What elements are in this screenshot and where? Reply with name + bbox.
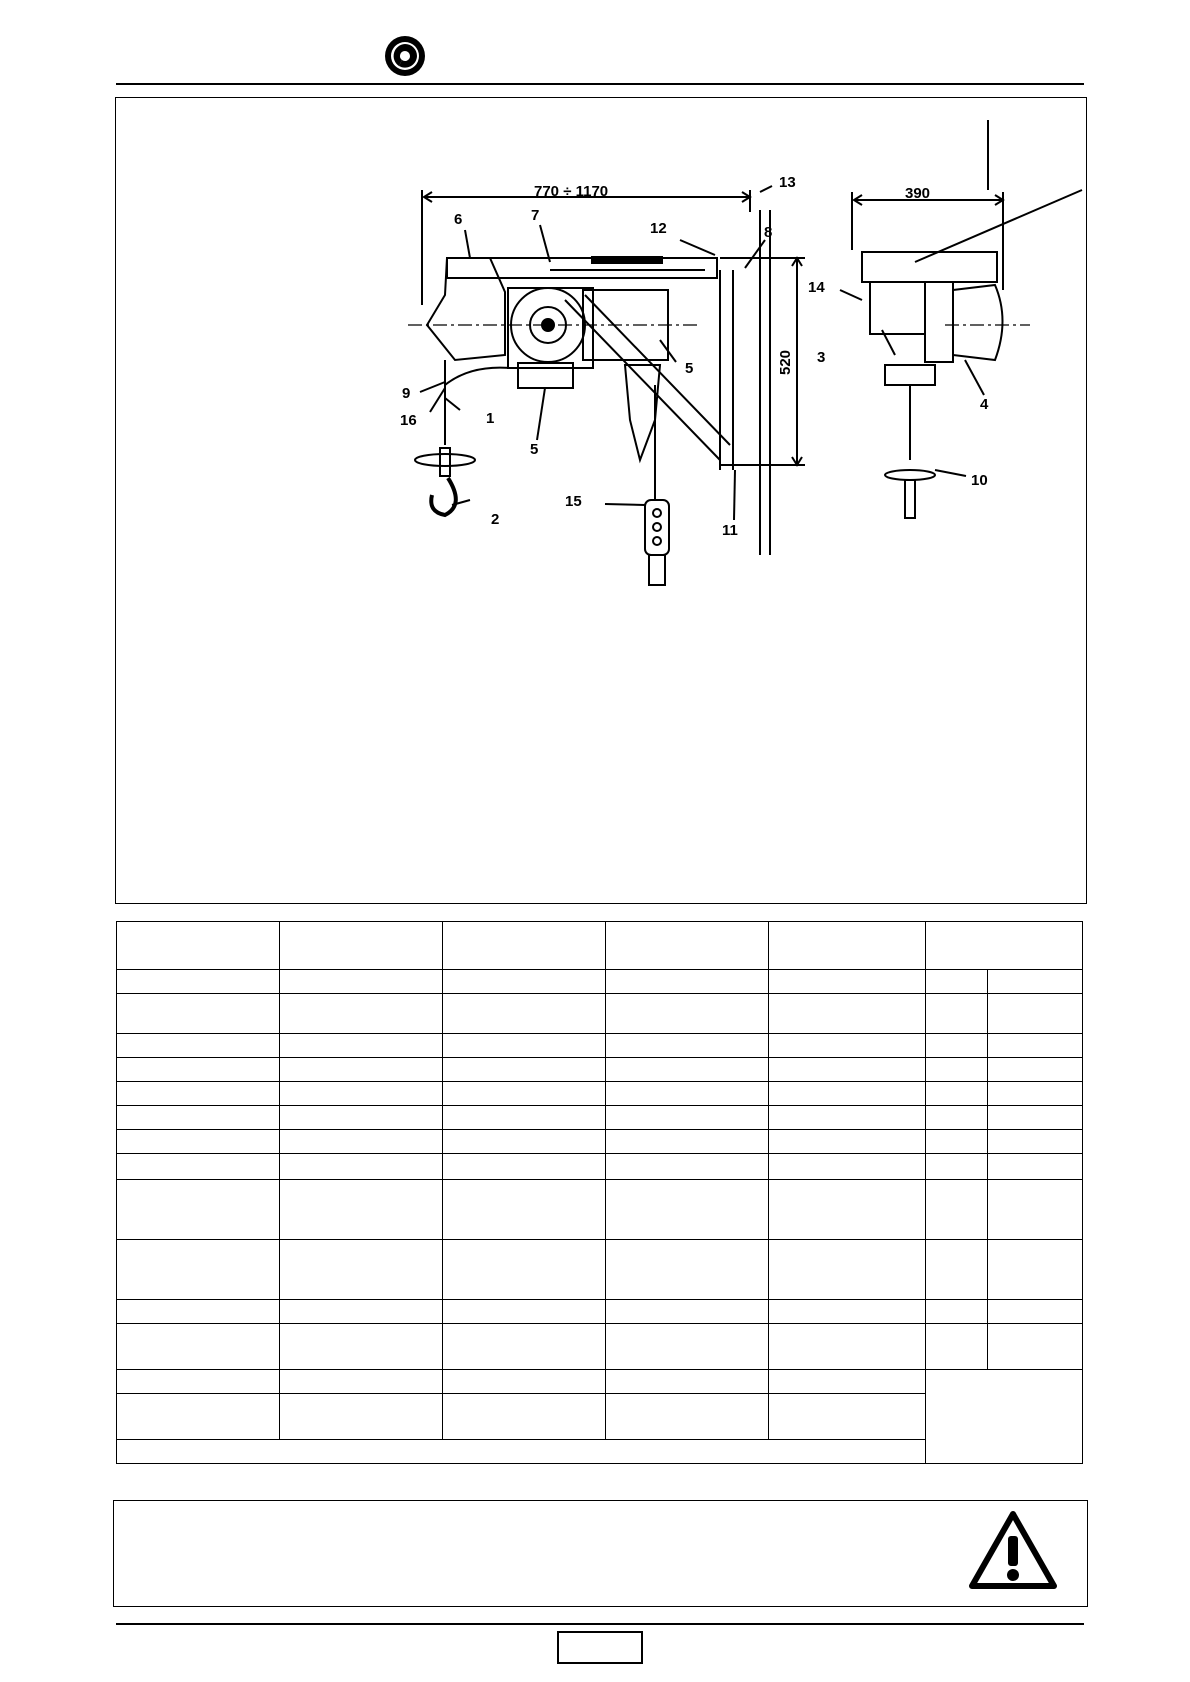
table-cell bbox=[988, 1106, 1083, 1130]
table-cell bbox=[926, 1154, 988, 1180]
table-cell bbox=[117, 1370, 280, 1394]
table-cell bbox=[606, 1130, 769, 1154]
table-cell bbox=[926, 922, 1083, 970]
table-cell bbox=[117, 1034, 280, 1058]
table-cell bbox=[443, 1324, 606, 1370]
table-cell bbox=[769, 1324, 926, 1370]
table-cell bbox=[769, 1058, 926, 1082]
table-cell bbox=[926, 1130, 988, 1154]
table-cell bbox=[443, 922, 606, 970]
table-cell bbox=[606, 1106, 769, 1130]
table-row bbox=[117, 1370, 1083, 1394]
table-cell bbox=[926, 1106, 988, 1130]
table-cell bbox=[606, 1082, 769, 1106]
table-row bbox=[117, 970, 1083, 994]
table-cell bbox=[443, 970, 606, 994]
svg-text:14: 14 bbox=[808, 279, 825, 296]
table-cell bbox=[443, 1106, 606, 1130]
table-cell bbox=[280, 1058, 443, 1082]
table-row bbox=[117, 1082, 1083, 1106]
table-cell bbox=[988, 1240, 1083, 1300]
svg-text:11: 11 bbox=[722, 522, 738, 539]
table-cell bbox=[117, 1082, 280, 1106]
table-row bbox=[117, 1106, 1083, 1130]
svg-text:390: 390 bbox=[905, 185, 931, 202]
svg-text:5: 5 bbox=[530, 441, 539, 458]
table-cell bbox=[926, 1240, 988, 1300]
table-cell bbox=[769, 1130, 926, 1154]
table-cell bbox=[606, 1058, 769, 1082]
table-cell bbox=[769, 970, 926, 994]
table-row bbox=[117, 1324, 1083, 1370]
table-cell bbox=[769, 1370, 926, 1394]
table-row bbox=[117, 1058, 1083, 1082]
table-row bbox=[117, 1240, 1083, 1300]
spec-table bbox=[116, 921, 1083, 1464]
table-cell bbox=[443, 1058, 606, 1082]
table-cell bbox=[280, 1300, 443, 1324]
table-cell bbox=[606, 1370, 769, 1394]
table-cell bbox=[606, 922, 769, 970]
svg-text:15: 15 bbox=[565, 493, 582, 510]
table-cell bbox=[443, 1082, 606, 1106]
table-cell bbox=[280, 1370, 443, 1394]
table-cell bbox=[769, 1240, 926, 1300]
table-cell bbox=[988, 1130, 1083, 1154]
table-cell bbox=[280, 1154, 443, 1180]
table-row bbox=[117, 994, 1083, 1034]
svg-text:6: 6 bbox=[454, 211, 463, 228]
table-cell bbox=[769, 1180, 926, 1240]
table-cell bbox=[443, 1370, 606, 1394]
svg-text:13: 13 bbox=[779, 174, 796, 191]
table-cell bbox=[988, 1300, 1083, 1324]
table-cell bbox=[117, 1106, 280, 1130]
table-cell bbox=[280, 1180, 443, 1240]
table-cell bbox=[443, 1034, 606, 1058]
table-cell bbox=[443, 1180, 606, 1240]
warning-triangle-icon bbox=[968, 1510, 1058, 1592]
svg-text:7: 7 bbox=[531, 207, 540, 224]
table-row bbox=[117, 1034, 1083, 1058]
table-cell bbox=[769, 1082, 926, 1106]
table-cell bbox=[988, 1180, 1083, 1240]
svg-text:3: 3 bbox=[817, 349, 826, 366]
table-cell bbox=[769, 1394, 926, 1440]
table-cell bbox=[280, 994, 443, 1034]
table-cell bbox=[280, 1106, 443, 1130]
table-row bbox=[117, 1180, 1083, 1240]
table-cell bbox=[926, 1370, 1083, 1464]
table-row bbox=[117, 922, 1083, 970]
table-cell bbox=[117, 994, 280, 1034]
table-cell bbox=[443, 994, 606, 1034]
table-cell bbox=[926, 1324, 988, 1370]
svg-text:520: 520 bbox=[777, 349, 794, 375]
table-cell bbox=[988, 970, 1083, 994]
svg-text:770 ÷ 1170: 770 ÷ 1170 bbox=[534, 183, 609, 200]
table-cell bbox=[117, 1324, 280, 1370]
table-cell bbox=[606, 994, 769, 1034]
svg-text:16: 16 bbox=[400, 412, 417, 429]
table-cell bbox=[117, 1394, 280, 1440]
table-cell bbox=[280, 1082, 443, 1106]
table-cell bbox=[117, 922, 280, 970]
table-cell bbox=[117, 970, 280, 994]
svg-text:8: 8 bbox=[764, 224, 773, 241]
table-cell bbox=[606, 1154, 769, 1180]
table-cell bbox=[117, 1154, 280, 1180]
table-cell bbox=[117, 1240, 280, 1300]
table-cell bbox=[606, 1394, 769, 1440]
table-cell bbox=[769, 922, 926, 970]
table-cell bbox=[926, 1034, 988, 1058]
table-cell bbox=[988, 1058, 1083, 1082]
table-row bbox=[117, 1154, 1083, 1180]
svg-text:1: 1 bbox=[486, 410, 495, 427]
table-cell bbox=[443, 1154, 606, 1180]
table-cell bbox=[443, 1130, 606, 1154]
table-cell bbox=[988, 1034, 1083, 1058]
table-cell bbox=[280, 1130, 443, 1154]
table-cell bbox=[769, 994, 926, 1034]
table-cell bbox=[117, 1058, 280, 1082]
svg-text:12: 12 bbox=[650, 220, 667, 237]
table-cell bbox=[117, 1180, 280, 1240]
table-cell bbox=[769, 1300, 926, 1324]
table-cell bbox=[606, 1240, 769, 1300]
table-cell bbox=[443, 1240, 606, 1300]
table-cell bbox=[443, 1394, 606, 1440]
table-cell bbox=[280, 1394, 443, 1440]
table-row bbox=[117, 1300, 1083, 1324]
table-cell bbox=[606, 1300, 769, 1324]
table-cell bbox=[280, 922, 443, 970]
table-cell bbox=[606, 1034, 769, 1058]
footer-rule bbox=[116, 1623, 1084, 1625]
table-row bbox=[117, 1130, 1083, 1154]
table-cell bbox=[988, 1324, 1083, 1370]
svg-text:9: 9 bbox=[402, 385, 411, 402]
table-cell bbox=[926, 1082, 988, 1106]
table-cell bbox=[988, 1082, 1083, 1106]
table-cell bbox=[769, 1154, 926, 1180]
table-cell bbox=[117, 1130, 280, 1154]
table-cell bbox=[117, 1440, 926, 1464]
table-cell bbox=[606, 1180, 769, 1240]
table-cell bbox=[926, 994, 988, 1034]
svg-text:2: 2 bbox=[491, 511, 500, 528]
table-cell bbox=[988, 994, 1083, 1034]
warning-box bbox=[113, 1500, 1088, 1607]
table-cell bbox=[988, 1154, 1083, 1180]
table-cell bbox=[117, 1300, 280, 1324]
page-number-box bbox=[557, 1631, 643, 1664]
svg-text:5: 5 bbox=[685, 360, 694, 377]
table-cell bbox=[926, 1058, 988, 1082]
table-cell bbox=[606, 1324, 769, 1370]
table-cell bbox=[606, 970, 769, 994]
table-cell bbox=[280, 970, 443, 994]
svg-text:4: 4 bbox=[980, 396, 989, 413]
table-cell bbox=[769, 1034, 926, 1058]
table-cell bbox=[443, 1300, 606, 1324]
table-cell bbox=[926, 1180, 988, 1240]
table-cell bbox=[769, 1106, 926, 1130]
table-cell bbox=[280, 1034, 443, 1058]
table-cell bbox=[280, 1240, 443, 1300]
table-cell bbox=[926, 970, 988, 994]
table-cell bbox=[926, 1300, 988, 1324]
svg-text:10: 10 bbox=[971, 472, 988, 489]
table-cell bbox=[280, 1324, 443, 1370]
